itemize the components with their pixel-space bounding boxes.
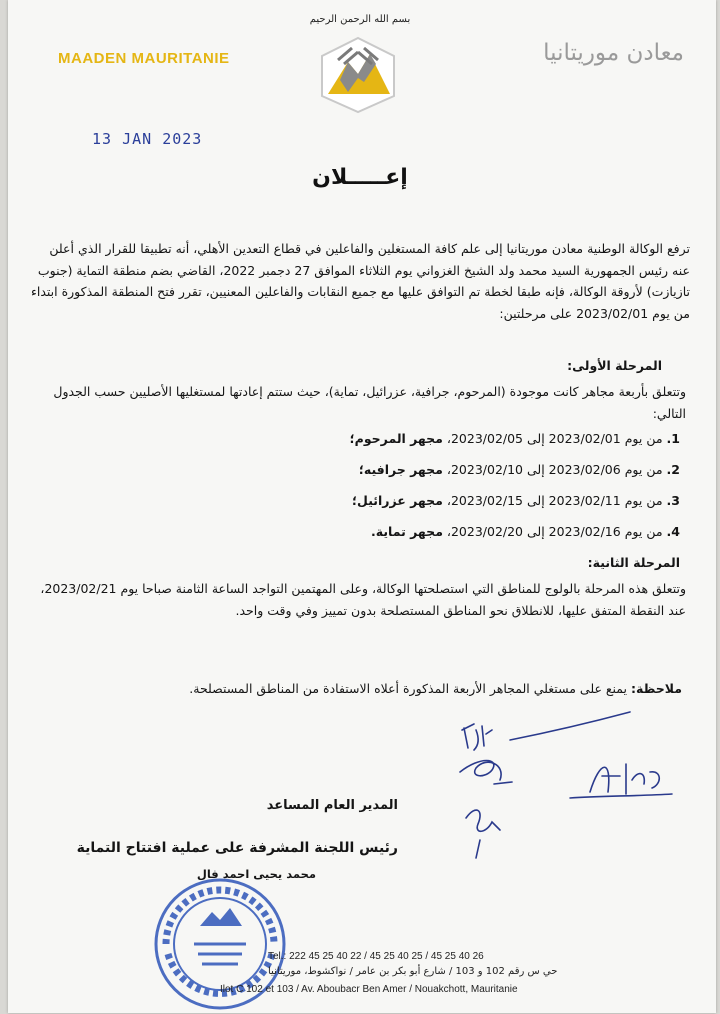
schedule-item-range: من يوم 2023/02/11 إلى 2023/02/15، <box>446 493 663 508</box>
handwritten-signatures-icon <box>440 700 710 870</box>
schedule-item-camp: مجهر جرافيه؛ <box>358 462 443 477</box>
phase-one-body: وتتعلق بأربعة مجاهر كانت موجودة (المرحوم، جرافية، عزرائيل، تماية)، حيث ستتم إعادتها لمستغليها الأصليين حسب الجدول التالي: <box>53 384 686 421</box>
footer-address-french: Ilot C 102 et 103 / Av. Aboubacr Ben Amer / Nouakchott, Mauritanie <box>220 984 518 995</box>
signatory-name: محمد يحيى احمد فال <box>196 867 316 881</box>
brand-name-french: MAADEN MAURITANIE <box>58 50 230 67</box>
signatory-committee: رئيس اللجنة المشرفة على عملية افتتاح التماية <box>76 840 398 856</box>
maaden-logo-icon <box>318 34 398 114</box>
schedule-item-number: 2. <box>666 462 680 477</box>
schedule-item-range: من يوم 2023/02/16 إلى 2023/02/20، <box>446 524 663 539</box>
schedule-item-number: 3. <box>666 493 680 508</box>
signatory-role: المدير العام المساعد <box>266 798 398 813</box>
schedule-item-range: من يوم 2023/02/01 إلى 2023/02/05، <box>446 431 663 446</box>
schedule-item <box>371 521 680 543</box>
page-title: إعـــــلان <box>312 165 408 190</box>
note <box>42 678 682 700</box>
phase-two-heading: المرحلة الثانية: <box>587 555 680 570</box>
schedule-item-camp: مجهر تماية. <box>371 524 443 539</box>
footer-phone: Tel.: 222 45 25 40 22 / 45 25 40 25 / 45 25 40 26 <box>268 951 484 962</box>
schedule-item-camp: مجهر المرحوم؛ <box>349 431 443 446</box>
date-stamp: 13 JAN 2023 <box>92 130 203 148</box>
schedule-item-camp: مجهر عزرائيل؛ <box>352 493 443 508</box>
schedule-item <box>359 459 680 481</box>
note-label: ملاحظة: <box>631 681 682 696</box>
schedule-item-number: 4. <box>666 524 680 539</box>
note-text: يمنع على مستغلي المجاهر الأربعة المذكورة أعلاه الاستفادة من المناطق المستصلحة. <box>189 681 628 696</box>
phase-two-body: وتتعلق هذه المرحلة بالولوج للمناطق التي استصلحتها الوكالة، وعلى المهتمين التواجد الساعة الثامنة صباحا يوم 2023/02/21، عند النقطة المتفق عليها، للانطلاق نحو المناطق المستصلحة بدون تمييز وفي وقت واحد. <box>40 581 686 618</box>
schedule-item <box>350 428 680 450</box>
schedule-item <box>352 490 680 512</box>
brand-name-arabic: معادن موريتانيا <box>543 40 684 66</box>
schedule-item-range: من يوم 2023/02/06 إلى 2023/02/10، <box>446 462 663 477</box>
schedule-item-number: 1. <box>666 431 680 446</box>
intro-paragraph: ترفع الوكالة الوطنية معادن موريتانيا إلى علم كافة المستغلين والفاعلين في قطاع التعدين الأهلي، أنه تطبيقا للقرار الذي أعلن عنه رئيس الجمهورية السيد محمد ولد الشيخ الغزواني يوم الثلاثاء الموافق 27 دجمبر 2022، القاضي بضم منطقة التماية (جنوب تازيازت) لأروقة الوكالة، فإنه طبقا لخطة تم التوافق عليها مع جميع النقابات والفاعلين المعنيين، تقرر فتح المنطقة المذكورة ابتداء من يوم 2023/02/01 على مرحلتين: <box>30 241 690 321</box>
basmala: بسم الله الرحمن الرحيم <box>309 14 411 25</box>
footer-address-arabic: حي س رقم 102 و 103 / شارع أبو بكر بن عامر / نواكشوط، موريتانيا <box>268 966 558 977</box>
phase-one-heading: المرحلة الأولى: <box>567 358 662 373</box>
